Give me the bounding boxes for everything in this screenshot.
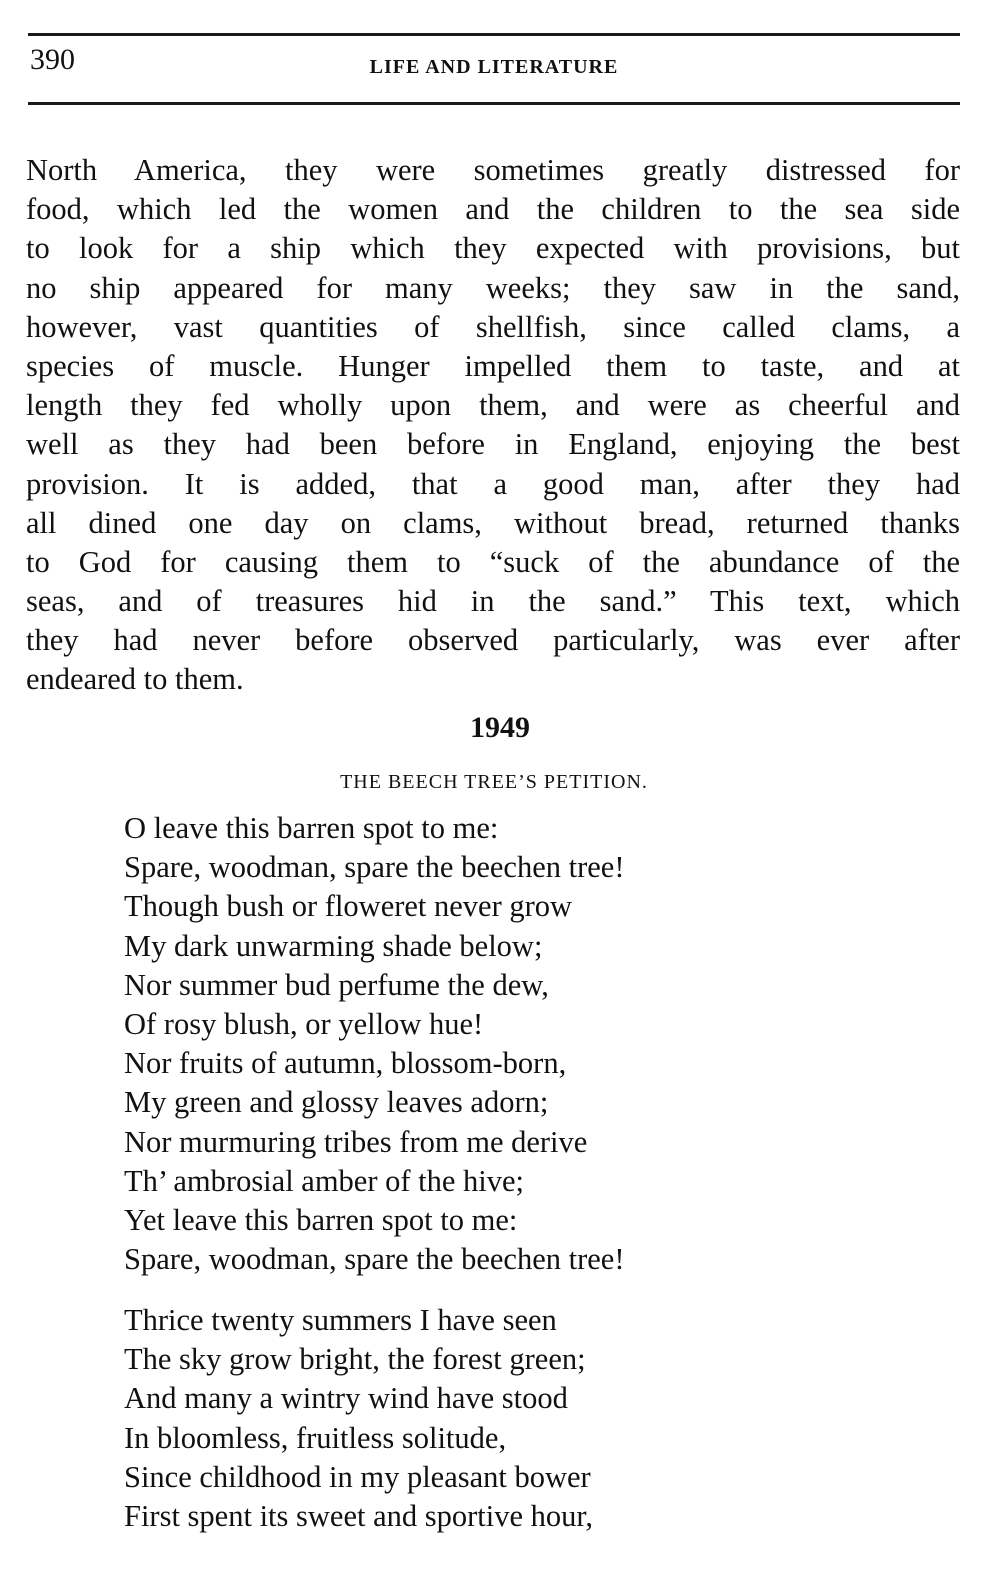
poem-line: Since childhood in my pleasant bower bbox=[124, 1459, 591, 1494]
header-bottom-rule bbox=[28, 102, 960, 105]
header-top-rule bbox=[28, 33, 960, 36]
poem-line: Yet leave this barren spot to me: bbox=[124, 1202, 518, 1237]
selection-number: 1949 bbox=[470, 711, 530, 744]
prose-line: to look for a ship which they expected with provisions, but bbox=[26, 231, 960, 266]
poem-line: The sky grow bright, the forest green; bbox=[124, 1342, 586, 1377]
prose-line: North America, they were sometimes greatly distressed for bbox=[26, 153, 960, 187]
poem-line: Though bush or floweret never grow bbox=[124, 889, 573, 924]
prose-line: food, which led the women and the children to the sea side bbox=[26, 192, 960, 227]
prose-line: to God for causing them to “suck of the abundance of the bbox=[26, 544, 960, 579]
prose-paragraph bbox=[26, 151, 960, 700]
prose-line: species of muscle. Hunger impelled them to taste, and at bbox=[26, 348, 960, 383]
prose-line: well as they had been before in England, enjoying the best bbox=[26, 427, 960, 462]
prose-line: seas, and of treasures hid in the sand.” This text, which bbox=[26, 584, 960, 619]
poem-line: Nor murmuring tribes from me derive bbox=[124, 1124, 588, 1159]
running-title: LIFE AND LITERATURE bbox=[369, 56, 619, 78]
prose-line: endeared to them. bbox=[26, 662, 244, 697]
poem-line: Of rosy blush, or yellow hue! bbox=[124, 1006, 484, 1041]
poem-line: O leave this barren spot to me: bbox=[124, 811, 499, 845]
poem-line: Th’ ambrosial amber of the hive; bbox=[124, 1163, 525, 1198]
poem-line: In bloomless, fruitless solitude, bbox=[124, 1420, 507, 1455]
poem-stanza-1 bbox=[124, 809, 924, 1279]
poem-line: First spent its sweet and sportive hour, bbox=[124, 1498, 593, 1533]
poem-line: My green and glossy leaves adorn; bbox=[124, 1085, 549, 1120]
poem-line: Thrice twenty summers I have seen bbox=[124, 1303, 557, 1337]
poem-title: THE BEECH TREE’S PETITION. bbox=[340, 771, 648, 793]
prose-line: length they fed wholly upon them, and were as cheerful and bbox=[26, 388, 960, 423]
prose-line: they had never before observed particularly, was ever after bbox=[26, 623, 960, 658]
poem-line: Nor fruits of autumn, blossom-born, bbox=[124, 1046, 567, 1081]
page-number: 390 bbox=[30, 43, 75, 76]
poem-line: Nor summer bud perfume the dew, bbox=[124, 967, 549, 1002]
poem-stanza-2 bbox=[124, 1301, 924, 1536]
poem-line: Spare, woodman, spare the beechen tree! bbox=[124, 850, 625, 885]
poem-line: And many a wintry wind have stood bbox=[124, 1381, 568, 1416]
prose-line: however, vast quantities of shellfish, since called clams, a bbox=[26, 309, 960, 344]
poem-line: Spare, woodman, spare the beechen tree! bbox=[124, 1242, 625, 1277]
prose-line: provision. It is added, that a good man, after they had bbox=[26, 466, 960, 501]
poem-line: My dark unwarming shade below; bbox=[124, 928, 543, 963]
prose-line: no ship appeared for many weeks; they saw in the sand, bbox=[26, 270, 960, 305]
prose-line: all dined one day on clams, without bread, returned thanks bbox=[26, 505, 960, 540]
